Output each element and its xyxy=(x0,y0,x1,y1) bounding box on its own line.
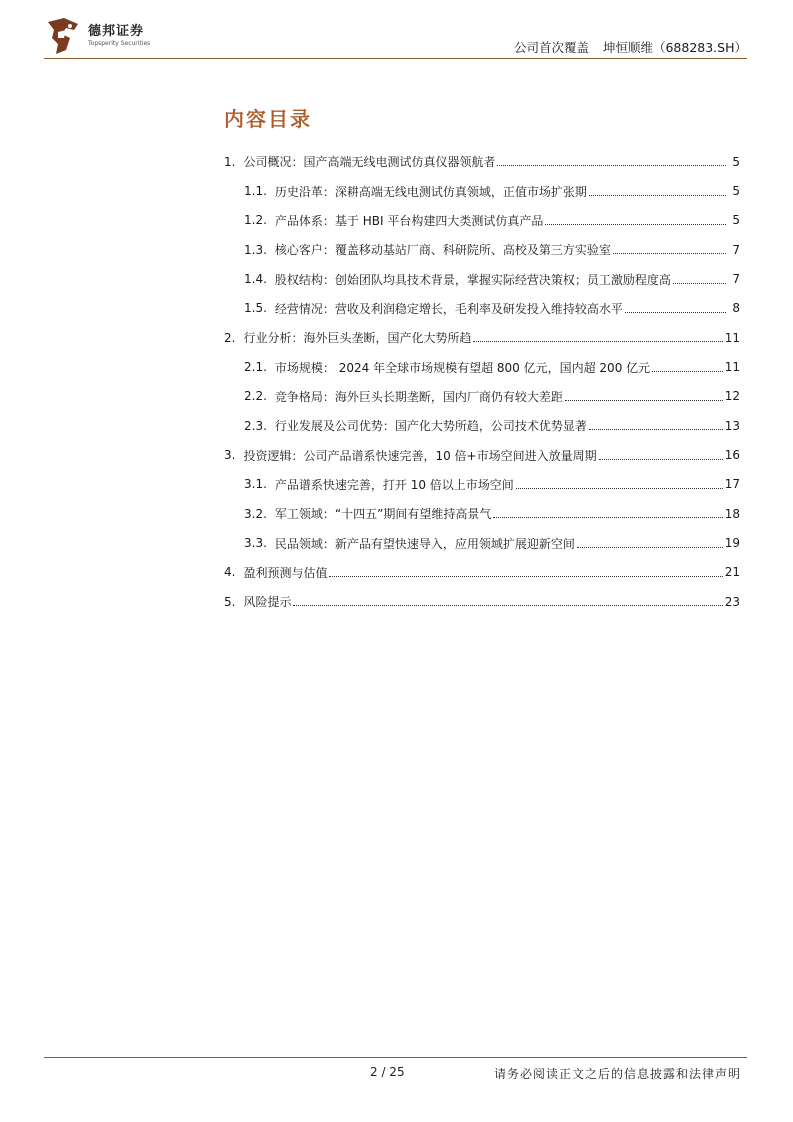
toc-entry-page: 23 xyxy=(724,594,740,609)
toc-entry-label: 产品谱系快速完善，打开 10 倍以上市场空间 xyxy=(274,477,514,492)
report-type: 公司首次覆盖 xyxy=(513,40,589,55)
toc-entry-number: 2.1. xyxy=(244,360,267,375)
toc-entry-label: 盈利预测与估值 xyxy=(243,565,328,580)
toc-entry-label: 公司概况：国产高端无线电测试仿真仪器领航者 xyxy=(243,155,496,170)
toc-entry[interactable] xyxy=(224,176,740,205)
toc-entry-number: 2.3. xyxy=(244,418,267,433)
toc-entry-number: 3. xyxy=(224,448,236,463)
toc-entry-label: 竞争格局：海外巨头长期垄断，国内厂商仍有较大差距 xyxy=(274,389,563,404)
toc-entry-page: 5 xyxy=(732,184,740,199)
toc-dot-leader xyxy=(577,547,723,548)
toc-entry-page: 18 xyxy=(724,506,740,521)
toc-entry[interactable] xyxy=(224,587,740,616)
logo-mark-icon xyxy=(44,16,84,56)
toc-entry[interactable] xyxy=(224,147,740,176)
toc-entry[interactable] xyxy=(224,264,740,293)
toc-entry-page: 13 xyxy=(724,418,740,433)
toc-entry-number: 1. xyxy=(224,154,236,169)
toc-entry-page: 7 xyxy=(732,242,740,257)
toc-entry[interactable] xyxy=(224,323,740,352)
toc-entry[interactable] xyxy=(224,528,740,557)
company-logo xyxy=(44,16,184,58)
toc-entry-label: 市场规模： 2024 年全球市场规模有望超 800 亿元，国内超 200 亿元 xyxy=(274,360,651,375)
logo-text-en: Topsperity Securities xyxy=(88,40,151,47)
toc-entry-number: 1.1. xyxy=(244,184,267,199)
toc-entry[interactable] xyxy=(224,499,740,528)
toc-entry[interactable] xyxy=(224,352,740,381)
toc-dot-leader xyxy=(545,224,726,225)
toc-dot-leader xyxy=(589,195,726,196)
toc-entry-number: 3.1. xyxy=(244,477,267,492)
toc-dot-leader xyxy=(652,371,723,372)
toc-entry[interactable] xyxy=(224,382,740,411)
toc-entry-number: 1.3. xyxy=(244,242,267,257)
toc-entry-page: 11 xyxy=(724,360,740,375)
toc-dot-leader xyxy=(613,253,726,254)
toc-entry-number: 5. xyxy=(224,594,236,609)
toc-entry-page: 5 xyxy=(732,154,740,169)
toc-entry[interactable] xyxy=(224,235,740,264)
toc-entry[interactable] xyxy=(224,411,740,440)
toc-entry-page: 16 xyxy=(724,448,740,463)
toc-entry[interactable] xyxy=(224,440,740,469)
toc-entry-page: 11 xyxy=(724,330,740,345)
toc-entry-page: 17 xyxy=(724,477,740,492)
toc-entry-label: 股权结构：创始团队均具技术背景，掌握实际经营决策权；员工激励程度高 xyxy=(274,272,671,287)
toc-dot-leader xyxy=(293,605,722,606)
toc-entry-label: 风险提示 xyxy=(243,595,292,610)
toc-dot-leader xyxy=(625,312,726,313)
toc-entry-number: 1.2. xyxy=(244,213,267,228)
toc-dot-leader xyxy=(329,576,722,577)
toc-dot-leader xyxy=(565,400,723,401)
toc-dot-leader xyxy=(673,283,726,284)
toc-entry-page: 7 xyxy=(732,272,740,287)
table-of-contents xyxy=(224,147,740,617)
toc-entry[interactable] xyxy=(224,558,740,587)
header-divider xyxy=(44,58,747,59)
toc-dot-leader xyxy=(516,488,723,489)
toc-entry-label: 核心客户：覆盖移动基站厂商、科研院所、高校及第三方实验室 xyxy=(274,243,611,258)
toc-entry-label: 经营情况：营收及利润稳定增长，毛利率及研发投入维持较高水平 xyxy=(274,301,623,316)
company-name: 坤恒顺维（688283.SH） xyxy=(602,40,747,55)
toc-entry-number: 3.2. xyxy=(244,506,267,521)
toc-entry-label: 军工领域：“十四五”期间有望维持高景气 xyxy=(274,507,492,522)
toc-entry[interactable] xyxy=(224,294,740,323)
toc-entry-page: 12 xyxy=(724,389,740,404)
toc-entry-number: 2. xyxy=(224,330,236,345)
toc-entry-label: 行业分析：海外巨头垄断，国产化大势所趋 xyxy=(243,331,472,346)
toc-entry-number: 1.4. xyxy=(244,272,267,287)
toc-dot-leader xyxy=(589,429,723,430)
toc-entry-label: 产品体系：基于 HBI 平台构建四大类测试仿真产品 xyxy=(274,213,544,228)
toc-entry[interactable] xyxy=(224,206,740,235)
toc-entry-number: 4. xyxy=(224,565,236,580)
toc-entry-page: 5 xyxy=(732,213,740,228)
page-indicator: 2 / 25 xyxy=(370,1065,405,1079)
toc-entry-number: 1.5. xyxy=(244,301,267,316)
toc-entry-page: 19 xyxy=(724,536,740,551)
toc-dot-leader xyxy=(497,165,726,166)
toc-entry-label: 行业发展及公司优势：国产化大势所趋，公司技术优势显著 xyxy=(274,419,587,434)
toc-entry-number: 3.3. xyxy=(244,536,267,551)
toc-entry-label: 历史沿革：深耕高端无线电测试仿真领域，正值市场扩张期 xyxy=(274,184,587,199)
toc-title: 内容目录 xyxy=(224,107,312,131)
toc-dot-leader xyxy=(599,459,723,460)
report-header xyxy=(514,38,747,56)
logo-text-cn: 德邦证券 xyxy=(88,24,145,39)
legal-disclaimer: 请务必阅读正文之后的信息披露和法律声明 xyxy=(493,1067,741,1081)
toc-entry-page: 8 xyxy=(732,301,740,316)
toc-entry[interactable] xyxy=(224,470,740,499)
toc-entry-label: 民品领域：新产品有望快速导入，应用领域扩展迎新空间 xyxy=(274,536,575,551)
toc-entry-number: 2.2. xyxy=(244,389,267,404)
toc-entry-label: 投资逻辑：公司产品谱系快速完善，10 倍+市场空间进入放量周期 xyxy=(243,448,597,463)
toc-dot-leader xyxy=(473,341,722,342)
toc-entry-page: 21 xyxy=(724,565,740,580)
toc-dot-leader xyxy=(493,517,722,518)
footer-divider xyxy=(44,1057,747,1058)
